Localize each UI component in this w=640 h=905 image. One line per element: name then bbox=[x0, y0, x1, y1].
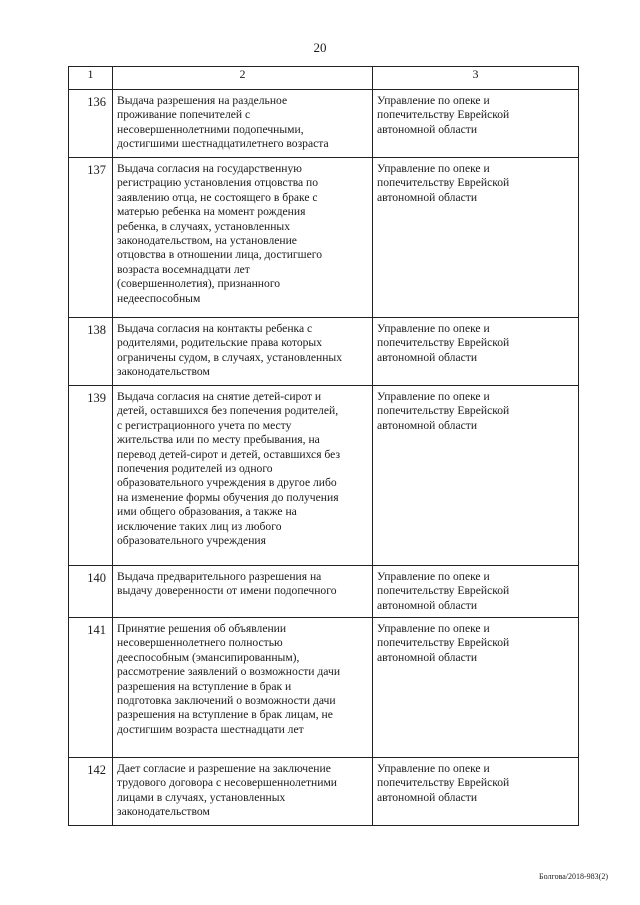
service-description bbox=[113, 758, 373, 826]
organization-text-line: Управление по опеке и bbox=[377, 622, 490, 635]
service-text-line: ограничены судом, в случаях, установленных bbox=[117, 350, 342, 364]
organization-text-line: Управление по опеке и bbox=[377, 94, 490, 107]
organization-text-line: автономной области bbox=[377, 418, 478, 432]
table-row bbox=[69, 618, 579, 758]
service-text-line: детей, оставшихся без попечения родителей, bbox=[117, 404, 339, 418]
column-header-1: 1 bbox=[69, 67, 113, 90]
service-text-line: разрешения на вступление в брак и bbox=[117, 679, 292, 693]
service-text-line: достигшими шестнадцатилетнего возраста bbox=[117, 137, 329, 151]
organization-text-line: попечительству Еврейской bbox=[377, 108, 510, 122]
service-text-line: (совершеннолетия), признанного bbox=[117, 277, 281, 291]
document-footer-code: Болгова/2018-983(2) bbox=[539, 872, 608, 881]
organization-text-line: автономной области bbox=[377, 350, 478, 364]
service-text-line: матерью ребенка на момент рождения bbox=[117, 205, 306, 219]
organization-text-line: попечительству Еврейской bbox=[377, 584, 510, 598]
organization-text-line: попечительству Еврейской bbox=[377, 336, 510, 350]
service-description bbox=[113, 566, 373, 618]
table-row bbox=[69, 386, 579, 566]
service-text-line: законодательством bbox=[117, 805, 210, 819]
responsible-organization bbox=[373, 158, 579, 318]
row-number: 136 bbox=[69, 90, 113, 158]
organization-text-line: Управление по опеке и bbox=[377, 390, 490, 403]
service-text-line: жительства или по месту пребывания, на bbox=[117, 433, 320, 447]
responsible-organization bbox=[373, 90, 579, 158]
organization-text-line: автономной области bbox=[377, 122, 478, 136]
service-text-line: лицами в случаях, установленных bbox=[117, 790, 286, 804]
responsible-organization bbox=[373, 318, 579, 386]
service-text-line: образовательного учреждения в другое либо bbox=[117, 476, 337, 490]
service-text-line: достигшим возраста шестнадцати лет bbox=[117, 722, 304, 736]
organization-text-line: автономной области bbox=[377, 790, 478, 804]
service-text-line: недееспособным bbox=[117, 291, 201, 305]
organization-text-line: Управление по опеке и bbox=[377, 322, 490, 335]
service-text-line: законодательством bbox=[117, 365, 210, 379]
service-text-line: заявлению отца, не состоящего в браке с bbox=[117, 190, 318, 204]
service-text-line: родителями, родительские права которых bbox=[117, 336, 323, 350]
organization-text-line: попечительству Еврейской bbox=[377, 176, 510, 190]
service-text-line: проживание попечителей с bbox=[117, 108, 251, 122]
service-description bbox=[113, 618, 373, 758]
organization-text-line: попечительству Еврейской bbox=[377, 636, 510, 650]
organization-text-line: автономной области bbox=[377, 650, 478, 664]
responsible-organization bbox=[373, 758, 579, 826]
service-text-line: несовершеннолетними подопечными, bbox=[117, 122, 304, 136]
service-description bbox=[113, 158, 373, 318]
service-text-line: Выдача согласия на государственную bbox=[117, 162, 302, 175]
service-text-line: Выдача согласия на контакты ребенка с bbox=[117, 322, 313, 335]
page-number: 20 bbox=[313, 40, 327, 55]
table-row bbox=[69, 158, 579, 318]
table-row bbox=[69, 90, 579, 158]
service-description bbox=[113, 318, 373, 386]
organization-text-line: попечительству Еврейской bbox=[377, 404, 510, 418]
table-header-row bbox=[69, 67, 579, 90]
service-text-line: перевод детей-сирот и детей, оставшихся без bbox=[117, 447, 341, 461]
service-text-line: законодательством, на установление bbox=[117, 234, 297, 248]
service-text-line: дееспособным (эмансипированным), bbox=[117, 650, 300, 664]
service-description bbox=[113, 90, 373, 158]
service-text-line: несовершеннолетнего полностью bbox=[117, 636, 283, 650]
table-row bbox=[69, 318, 579, 386]
table-row bbox=[69, 758, 579, 826]
service-text-line: Выдача разрешения на раздельное bbox=[117, 94, 288, 107]
table-body bbox=[69, 90, 579, 826]
service-text-line: отцовства в отношении лица, достигшего bbox=[117, 248, 322, 262]
responsible-organization bbox=[373, 386, 579, 566]
service-text-line: подготовка заключений о возможности дачи bbox=[117, 694, 336, 708]
row-number: 140 bbox=[69, 566, 113, 618]
service-text-line: Выдача предварительного разрешения на bbox=[117, 570, 322, 583]
service-text-line: Дает согласие и разрешение на заключение bbox=[117, 762, 331, 775]
organization-text-line: автономной области bbox=[377, 190, 478, 204]
row-number: 137 bbox=[69, 158, 113, 318]
service-text-line: разрешения на вступление в брак лицам, не bbox=[117, 708, 333, 722]
organization-text-line: Управление по опеке и bbox=[377, 162, 490, 175]
service-text-line: ребенка, в случаях, установленных bbox=[117, 219, 290, 233]
column-header-2: 2 bbox=[113, 67, 373, 90]
organization-text-line: Управление по опеке и bbox=[377, 762, 490, 775]
organization-text-line: автономной области bbox=[377, 598, 478, 612]
service-text-line: возраста восемнадцати лет bbox=[117, 262, 250, 276]
organization-text-line: Управление по опеке и bbox=[377, 570, 490, 583]
service-text-line: Принятие решения об объявлении bbox=[117, 622, 287, 635]
service-text-line: попечения родителей из одного bbox=[117, 462, 273, 476]
service-text-line: трудового договора с несовершеннолетними bbox=[117, 776, 338, 790]
service-text-line: исключение таких лиц из любого bbox=[117, 519, 282, 533]
row-number: 138 bbox=[69, 318, 113, 386]
service-text-line: ими общего образования, а также на bbox=[117, 505, 297, 519]
table-row bbox=[69, 566, 579, 618]
organization-text-line: попечительству Еврейской bbox=[377, 776, 510, 790]
service-text-line: Выдача согласия на снятие детей-сирот и bbox=[117, 390, 322, 403]
service-text-line: рассмотрение заявлений о возможности дачи bbox=[117, 665, 341, 679]
row-number: 139 bbox=[69, 386, 113, 566]
service-text-line: с регистрационного учета по месту bbox=[117, 418, 292, 432]
column-header-3: 3 bbox=[373, 67, 579, 90]
row-number: 141 bbox=[69, 618, 113, 758]
service-text-line: регистрацию установления отцовства по bbox=[117, 176, 319, 190]
service-text-line: выдачу доверенности от имени подопечного bbox=[117, 584, 337, 598]
responsible-organization bbox=[373, 618, 579, 758]
service-text-line: образовательного учреждения bbox=[117, 534, 266, 548]
service-description bbox=[113, 386, 373, 566]
services-table bbox=[68, 66, 579, 826]
row-number: 142 bbox=[69, 758, 113, 826]
service-text-line: на изменение формы обучения до получения bbox=[117, 490, 339, 504]
responsible-organization bbox=[373, 566, 579, 618]
